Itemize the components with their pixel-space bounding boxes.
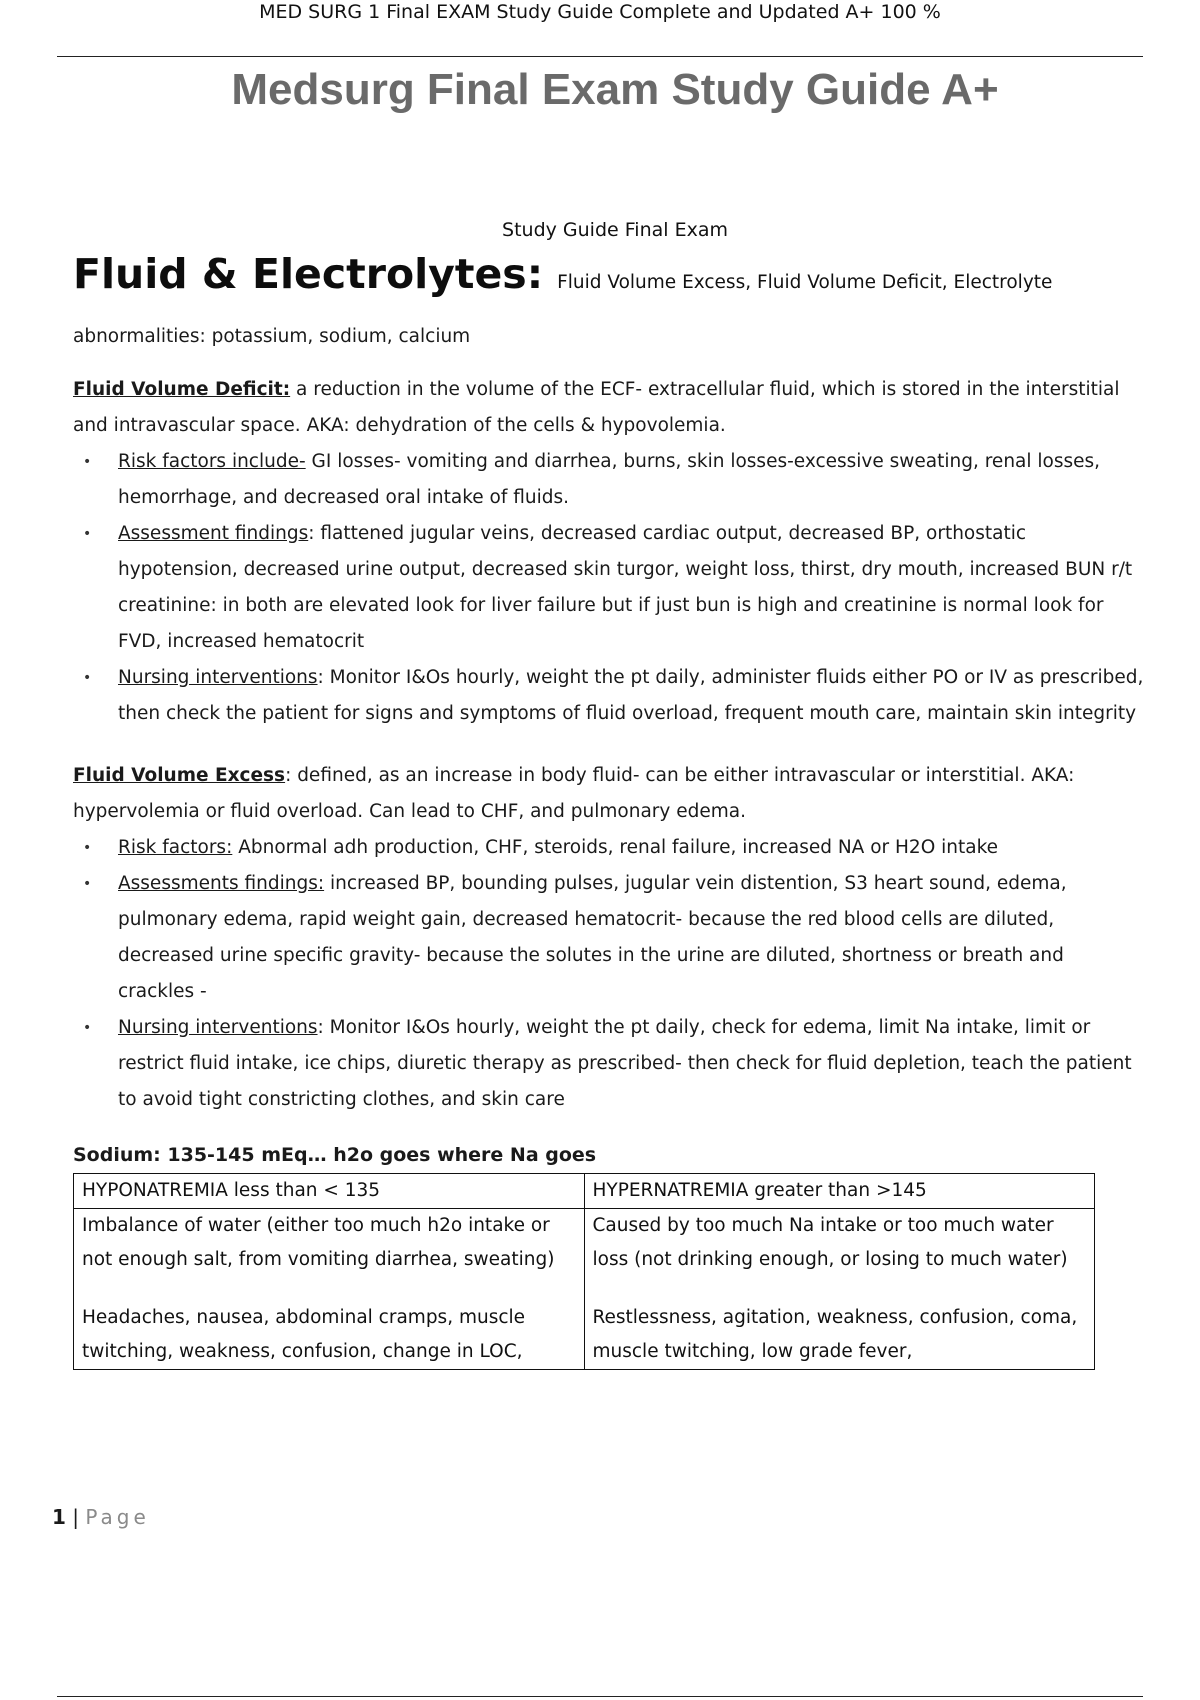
table-row	[74, 1174, 1095, 1209]
document-subtitle: Study Guide Final Exam	[502, 219, 728, 241]
list-item	[73, 1010, 1145, 1118]
page-word: Page	[85, 1505, 150, 1529]
bullet-text: : Monitor I&Os hourly, weight the pt daily, administer fluids either PO or IV as prescribed, then check the patient for signs and symptoms of fluid overload, frequent mouth care, maintain skin integrity	[118, 667, 1144, 724]
sodium-heading: Sodium: 135-145 mEq… h2o goes where Na goes	[73, 1144, 597, 1166]
topics-line-2: abnormalities: potassium, sodium, calcium	[73, 326, 471, 347]
fvd-section	[73, 372, 1145, 732]
bullet-label: Risk factors:	[118, 837, 233, 858]
bullet-text: Abnormal adh production, CHF, steroids, renal failure, increased NA or H2O intake	[232, 837, 999, 858]
bullet-label: Nursing interventions	[118, 1017, 318, 1038]
hypernatremia-cell	[584, 1209, 1095, 1370]
bullet-icon: •	[83, 876, 92, 892]
fluid-electrolytes-title: Fluid & Electrolytes:	[73, 250, 544, 298]
bullet-text: GI losses- vomiting and diarrhea, burns, skin losses-excessive sweating, renal losses, hemorrhage, and decreased oral intake of fluids.	[118, 451, 1101, 508]
bullet-text: : Monitor I&Os hourly, weight the pt daily, check for edema, limit Na intake, limit or restrict fluid intake, ice chips, diuretic therapy as prescribed- then check for fluid depletion, teach the patient to avoid tight constricting clothes, and skin care	[118, 1017, 1132, 1110]
fve-definition	[73, 758, 1145, 830]
hyponatremia-cell	[74, 1209, 585, 1370]
fvd-bullet-list	[73, 444, 1145, 732]
page-number: 1	[52, 1505, 66, 1529]
fvd-label: Fluid Volume Deficit:	[73, 379, 291, 400]
bullet-icon: •	[83, 454, 92, 470]
header-divider	[57, 56, 1143, 57]
hyponatremia-header: HYPONATREMIA less than < 135	[74, 1174, 585, 1209]
table-row	[74, 1209, 1095, 1370]
bullet-icon: •	[83, 526, 92, 542]
fve-definition-text: : defined, as an increase in body fluid- can be either intravascular or interstitial. AKA: hypervolemia or fluid overload. Can lead to CHF, and pulmonary edema.	[73, 765, 1075, 822]
bullet-label: Assessments findings:	[118, 873, 325, 894]
document-body	[73, 250, 1145, 1370]
fvd-definition-text: a reduction in the volume of the ECF- extracellular fluid, which is stored in the interstitial and intravascular space. AKA: dehydration of the cells & hypovolemia.	[73, 379, 1120, 436]
list-item	[73, 444, 1145, 516]
bullet-icon: •	[83, 1020, 92, 1036]
fve-label: Fluid Volume Excess	[73, 765, 286, 786]
page-footer	[52, 1504, 150, 1530]
page-separator: |	[65, 1505, 86, 1529]
topics-line-1: Fluid Volume Excess, Fluid Volume Deficit, Electrolyte	[557, 272, 1053, 293]
hyponatremia-cause: Imbalance of water (either too much h2o intake or not enough salt, from vomiting diarrhea, sweating)	[82, 1215, 555, 1270]
bullet-icon: •	[83, 670, 92, 686]
list-item	[73, 660, 1145, 732]
hypernatremia-header: HYPERNATREMIA greater than >145	[584, 1174, 1095, 1209]
hyponatremia-symptoms: Headaches, nausea, abdominal cramps, muscle twitching, weakness, confusion, change in LOC,	[82, 1307, 526, 1362]
running-header: MED SURG 1 Final EXAM Study Guide Complete and Updated A+ 100 %	[259, 1, 941, 23]
document-title: Medsurg Final Exam Study Guide A+	[231, 65, 999, 114]
list-item	[73, 516, 1145, 660]
fvd-definition	[73, 372, 1145, 444]
list-item	[73, 866, 1145, 1010]
bullet-label: Assessment findings	[118, 523, 309, 544]
cell-spacer	[82, 1277, 576, 1301]
hypernatremia-symptoms: Restlessness, agitation, weakness, confusion, coma, muscle twitching, low grade fever,	[592, 1307, 1078, 1362]
section-heading-fluid-electrolytes	[73, 250, 1145, 308]
bullet-label: Risk factors include-	[118, 451, 306, 472]
bullet-icon: •	[83, 840, 92, 856]
sodium-table	[73, 1173, 1095, 1370]
bullet-text: : flattened jugular veins, decreased cardiac output, decreased BP, orthostatic hypotension, decreased urine output, decreased skin turgor, weight loss, thirst, dry mouth, increased BUN r/t creatinine: in both are elevated look for liver failure but if just bun is high and creatinine is normal look for FVD, increased hematocrit	[118, 523, 1133, 652]
hypernatremia-cause: Caused by too much Na intake or too much water loss (not drinking enough, or losing to much water)	[592, 1215, 1068, 1270]
fve-bullet-list	[73, 830, 1145, 1118]
list-item	[73, 830, 1145, 866]
footer-divider	[57, 1696, 1143, 1697]
bullet-text: increased BP, bounding pulses, jugular vein distention, S3 heart sound, edema, pulmonary edema, rapid weight gain, decreased hematocrit- because the red blood cells are diluted, decreased urine specific gravity- because the solutes in the urine are diluted, shortness or breath and crackles -	[118, 873, 1067, 1002]
bullet-label: Nursing interventions	[118, 667, 318, 688]
cell-spacer	[593, 1277, 1087, 1301]
fve-section	[73, 758, 1145, 1118]
